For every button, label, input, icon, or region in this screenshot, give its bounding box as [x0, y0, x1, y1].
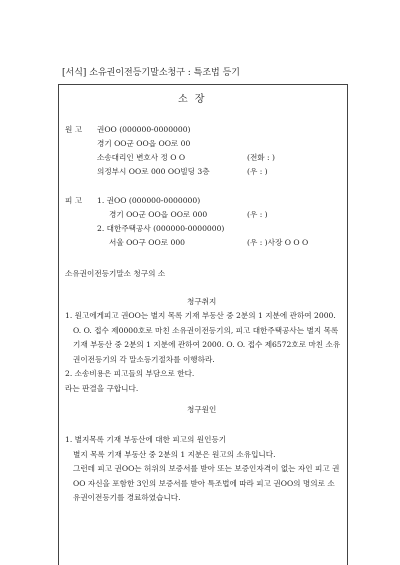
defendant-1-name: 1. 권OO (000000-0000000) — [97, 196, 201, 205]
claim-purpose-item-1: 1. 원고에게피고 권OO는 별지 목록 기재 부동산 중 2분의 1 지분에 관하여 2000. O. O. 접수 제0000호로 마친 소유권이전등기의, 피고 대한주택공사는 별지 목록 기재 부동산 중 2분의 1 지분에 관하여 2000. O. O. 접수 제6572호로 마친 소유권이전등기의 각 말소등기절차를 이행하라. — [65, 311, 341, 364]
claim-cause-body — [65, 433, 341, 506]
claim-cause-heading: 청구원인 — [187, 405, 217, 414]
claim-purpose-heading: 청구취지 — [187, 297, 217, 306]
attorney-office: 의정부시 OO로 000 OO빌딩 3층 — [97, 167, 210, 176]
plaintiff-attorney: 소송대리인 변호사 정 O O — [97, 153, 186, 162]
plaintiff-zip: (우 : ) — [247, 167, 268, 176]
plaintiff-address: 경기 OO군 OO읍 OO로 00 — [97, 139, 191, 148]
claim-cause-line-2: 그런데 피고 권OO는 허위의 보증서를 받아 또는 보증인자격이 없는 자인 피고 권OO 자신을 포함한 3인의 보증서를 받아 특조법에 따라 피고 권OO의 명의로 소유권이전등기를 경료하였습니다. — [73, 464, 340, 503]
claim-purpose-body — [65, 309, 341, 397]
plaintiff-phone: (전화 : ) — [247, 153, 275, 162]
complaint-document — [58, 84, 348, 565]
document-title: 소 장 — [178, 94, 207, 105]
defendant-2-name: 2. 대한주택공사 (000000-0000000) — [97, 224, 225, 233]
claim-purpose-closing: 라는 판결을 구합니다. — [65, 383, 139, 393]
plaintiff-label: 원 고 — [65, 125, 83, 134]
case-name: 소유권이전등기말소 청구의 소 — [65, 269, 166, 278]
form-label: [서식] 소유권이전등기말소청구 : 특조법 등기 — [62, 68, 240, 78]
claim-cause-line-1: 별지 목록 기재 부동산 중 2분의 1 지분은 원고의 소유입니다. — [73, 449, 276, 459]
defendant-label: 피 고 — [65, 196, 83, 205]
claim-purpose-item-2: 2. 소송비용은 피고들의 부담으로 한다. — [65, 369, 195, 379]
defendant-2-address: 서울 OO구 OO로 000 — [109, 238, 185, 247]
defendant-1-zip: (우 : ) — [247, 210, 268, 219]
defendant-1-address: 경기 OO군 OO읍 OO로 000 — [109, 210, 208, 219]
claim-cause-item-1-title: 1. 별지목록 기재 부동산에 대한 피고의 원인등기 — [65, 435, 227, 444]
plaintiff-name: 권OO (000000-0000000) — [97, 125, 191, 134]
defendant-2-representative: (우 : )사장 O O O — [247, 238, 309, 247]
